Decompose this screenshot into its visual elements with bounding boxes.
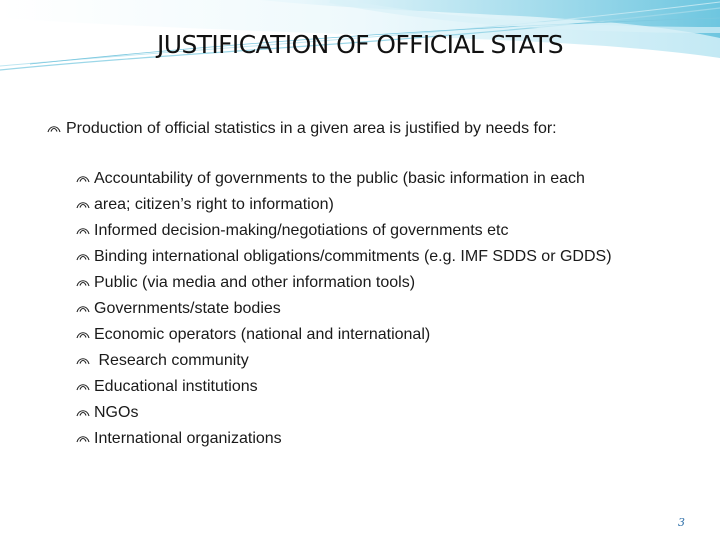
list-item-text: area; citizen’s right to information) (94, 196, 334, 213)
list-item-text: Public (via media and other information tools) (94, 274, 416, 291)
list-item-text: International organizations (94, 430, 282, 447)
list-item-text: Educational institutions (94, 378, 258, 395)
tilde-arc-bullet-icon (75, 303, 91, 315)
list-item (75, 192, 612, 218)
lead-text: Production of official statistics in a given area is justified by needs for: (66, 120, 557, 137)
tilde-arc-bullet-icon (75, 433, 91, 445)
list-item (75, 218, 612, 244)
tilde-arc-bullet-icon (46, 123, 62, 135)
list-item (75, 348, 612, 374)
tilde-arc-bullet-icon (75, 199, 91, 211)
list-item (75, 166, 612, 192)
tilde-arc-bullet-icon (75, 173, 91, 185)
list-item-text: Accountability of governments to the public (basic information in each (94, 170, 585, 187)
list-item (75, 322, 612, 348)
list-item-text: Governments/state bodies (94, 300, 281, 317)
list-item-text: NGOs (94, 404, 139, 421)
tilde-arc-bullet-icon (75, 381, 91, 393)
tilde-arc-bullet-icon (75, 277, 91, 289)
list-item-text: Binding international obligations/commitments (e.g. IMF SDDS or GDDS) (94, 248, 612, 265)
list-item-text: Research community (94, 352, 249, 369)
sub-bullet-list (75, 166, 612, 452)
list-item (75, 374, 612, 400)
list-item (75, 296, 612, 322)
tilde-arc-bullet-icon (75, 225, 91, 237)
list-item (75, 426, 612, 452)
tilde-arc-bullet-icon (75, 329, 91, 341)
lead-bullet (46, 120, 557, 138)
list-item (75, 400, 612, 426)
list-item (75, 244, 612, 270)
slide-title: JUSTIFICATION OF OFFICIAL STATS (156, 30, 564, 59)
page-number: 3 (678, 516, 685, 529)
list-item (75, 270, 612, 296)
tilde-arc-bullet-icon (75, 355, 91, 367)
list-item-text: Informed decision-making/negotiations of governments etc (94, 222, 509, 239)
tilde-arc-bullet-icon (75, 251, 91, 263)
tilde-arc-bullet-icon (75, 407, 91, 419)
list-item-text: Economic operators (national and international) (94, 326, 431, 343)
